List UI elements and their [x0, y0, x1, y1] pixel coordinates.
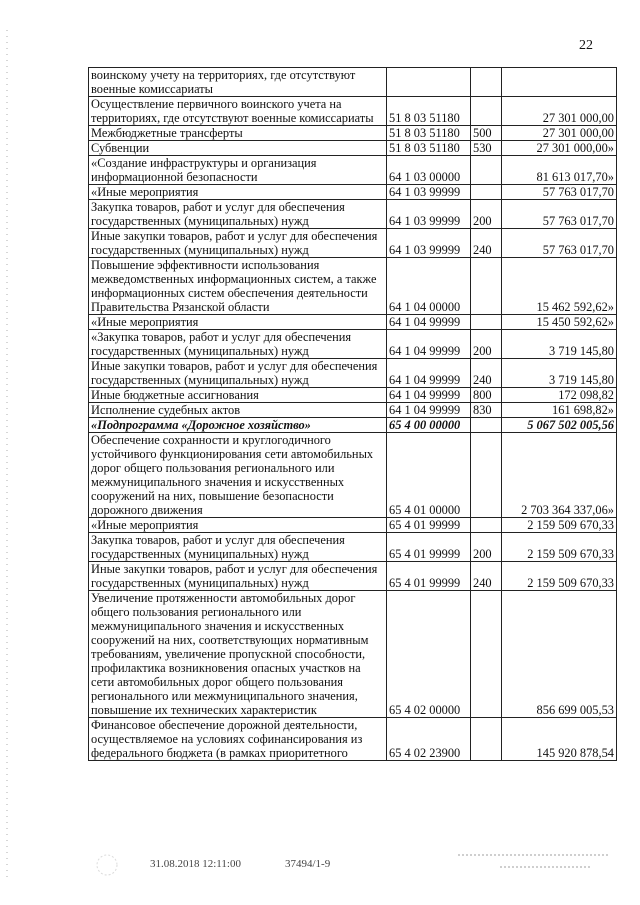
row-sum: 3 719 145,80: [502, 330, 617, 359]
table-row: [89, 258, 617, 315]
row-kind: 200: [471, 200, 502, 229]
table-row: [89, 315, 617, 330]
scan-edge-artifact: [6, 30, 8, 880]
page-number: 22: [579, 38, 593, 53]
row-kind: [471, 518, 502, 533]
row-code: 64 1 04 00000: [387, 258, 471, 315]
row-code: 64 1 03 99999: [387, 185, 471, 200]
row-kind: [471, 185, 502, 200]
row-sum: 2 159 509 670,33: [502, 562, 617, 591]
row-code: 64 1 04 99999: [387, 330, 471, 359]
table-row: [89, 518, 617, 533]
table-row: [89, 562, 617, 591]
table-row: [89, 591, 617, 718]
row-kind: 240: [471, 229, 502, 258]
row-sum: 57 763 017,70: [502, 200, 617, 229]
row-sum: 27 301 000,00: [502, 97, 617, 126]
table-row: [89, 388, 617, 403]
row-code: 64 1 04 99999: [387, 315, 471, 330]
row-name: «Создание инфраструктуры и организация информационной безопасности: [89, 156, 387, 185]
row-kind: 800: [471, 388, 502, 403]
row-name: Повышение эффективности использования межведомственных информационных систем, а также информационных систем обеспечения деятельности Правительства Рязанской области: [89, 258, 387, 315]
row-name: Межбюджетные трансферты: [89, 126, 387, 141]
table-row: [89, 126, 617, 141]
row-kind: [471, 156, 502, 185]
row-kind: [471, 418, 502, 433]
faint-watermark-line: [458, 854, 608, 860]
row-code: 64 1 04 99999: [387, 403, 471, 418]
row-kind: [471, 315, 502, 330]
row-code: 64 1 03 00000: [387, 156, 471, 185]
row-code: 65 4 01 99999: [387, 533, 471, 562]
row-name: Закупка товаров, работ и услуг для обеспечения государственных (муниципальных) нужд: [89, 200, 387, 229]
footer-date: 31.08.2018 12:11:00: [150, 858, 241, 870]
row-name: Субвенции: [89, 141, 387, 156]
row-sum: [502, 68, 617, 97]
row-code: 64 1 03 99999: [387, 229, 471, 258]
row-name: «Иные мероприятия: [89, 518, 387, 533]
row-kind: 530: [471, 141, 502, 156]
footer-doc-id: 37494/1-9: [285, 858, 331, 870]
table-row: [89, 141, 617, 156]
row-sum: 856 699 005,53: [502, 591, 617, 718]
row-kind: 240: [471, 562, 502, 591]
row-sum: 2 159 509 670,33: [502, 518, 617, 533]
row-kind: 830: [471, 403, 502, 418]
row-code: 64 1 03 99999: [387, 200, 471, 229]
row-name: Закупка товаров, работ и услуг для обеспечения государственных (муниципальных) нужд: [89, 533, 387, 562]
row-name: «Иные мероприятия: [89, 185, 387, 200]
table-row: [89, 359, 617, 388]
row-kind: [471, 591, 502, 718]
table-row: [89, 718, 617, 761]
row-kind: [471, 258, 502, 315]
row-name: Иные закупки товаров, работ и услуг для обеспечения государственных (муниципальных) нужд: [89, 359, 387, 388]
row-name: Осуществление первичного воинского учета на территориях, где отсутствуют военные комиссариаты: [89, 97, 387, 126]
faint-watermark-line: [500, 866, 590, 872]
row-sum: 3 719 145,80: [502, 359, 617, 388]
row-sum: 57 763 017,70: [502, 185, 617, 200]
row-sum: 2 159 509 670,33: [502, 533, 617, 562]
row-name: Иные закупки товаров, работ и услуг для обеспечения государственных (муниципальных) нужд: [89, 562, 387, 591]
row-code: 65 4 00 00000: [387, 418, 471, 433]
row-name: «Закупка товаров, работ и услуг для обеспечения государственных (муниципальных) нужд: [89, 330, 387, 359]
table-row: [89, 200, 617, 229]
table-row: [89, 403, 617, 418]
table-row: [89, 330, 617, 359]
row-sum: 2 703 364 337,06»: [502, 433, 617, 518]
row-code: 65 4 01 00000: [387, 433, 471, 518]
budget-table: [88, 67, 617, 761]
row-sum: 15 450 592,62»: [502, 315, 617, 330]
row-code: 65 4 02 00000: [387, 591, 471, 718]
row-name: Обеспечение сохранности и круглогодичного устойчивого функционирования сети автомобильных дорог общего пользования регионального или межмуниципального значения и искусственных сооружений на них, повышение безопасности дорожного движения: [89, 433, 387, 518]
row-kind: 200: [471, 330, 502, 359]
row-name: Финансовое обеспечение дорожной деятельности, осуществляемое на условиях софинансирования из федерального бюджета (в рамках приоритетного: [89, 718, 387, 761]
row-kind: [471, 433, 502, 518]
row-kind: 500: [471, 126, 502, 141]
row-code: 51 8 03 51180: [387, 141, 471, 156]
seal-mark-icon: [94, 852, 120, 878]
row-kind: 200: [471, 533, 502, 562]
row-kind: [471, 68, 502, 97]
row-sum: 27 301 000,00»: [502, 141, 617, 156]
table-row: [89, 97, 617, 126]
row-sum: 161 698,82»: [502, 403, 617, 418]
row-code: 65 4 01 99999: [387, 518, 471, 533]
row-code: 65 4 01 99999: [387, 562, 471, 591]
row-kind: [471, 718, 502, 761]
row-code: 51 8 03 51180: [387, 126, 471, 141]
table-row: [89, 185, 617, 200]
row-code: [387, 68, 471, 97]
row-name: Иные закупки товаров, работ и услуг для обеспечения государственных (муниципальных) нужд: [89, 229, 387, 258]
row-name: «Иные мероприятия: [89, 315, 387, 330]
row-name: «Подпрограмма «Дорожное хозяйство»: [89, 418, 387, 433]
row-code: 64 1 04 99999: [387, 388, 471, 403]
row-sum: 27 301 000,00: [502, 126, 617, 141]
row-kind: [471, 97, 502, 126]
row-code: 51 8 03 51180: [387, 97, 471, 126]
row-kind: 240: [471, 359, 502, 388]
row-name: воинскому учету на территориях, где отсутствуют военные комиссариаты: [89, 68, 387, 97]
table-row: [89, 156, 617, 185]
table-row: [89, 229, 617, 258]
row-sum: 5 067 502 005,56: [502, 418, 617, 433]
row-name: Иные бюджетные ассигнования: [89, 388, 387, 403]
row-sum: 57 763 017,70: [502, 229, 617, 258]
row-name: Увеличение протяженности автомобильных дорог общего пользования регионального или межмуниципального значения и искусственных сооружений на них, соответствующих нормативным требованиям, увеличение пропускной способности, профилактика возникновения опасных участков на сети автомобильных дорог общего пользования регионального или межмуниципального значения, повышение их технических характеристик: [89, 591, 387, 718]
row-sum: 145 920 878,54: [502, 718, 617, 761]
row-code: 65 4 02 23900: [387, 718, 471, 761]
table-row: [89, 433, 617, 518]
table-row: [89, 533, 617, 562]
row-sum: 15 462 592,62»: [502, 258, 617, 315]
table-row-subprogram: [89, 418, 617, 433]
row-sum: 81 613 017,70»: [502, 156, 617, 185]
table-row: [89, 68, 617, 97]
row-name: Исполнение судебных актов: [89, 403, 387, 418]
row-code: 64 1 04 99999: [387, 359, 471, 388]
row-sum: 172 098,82: [502, 388, 617, 403]
